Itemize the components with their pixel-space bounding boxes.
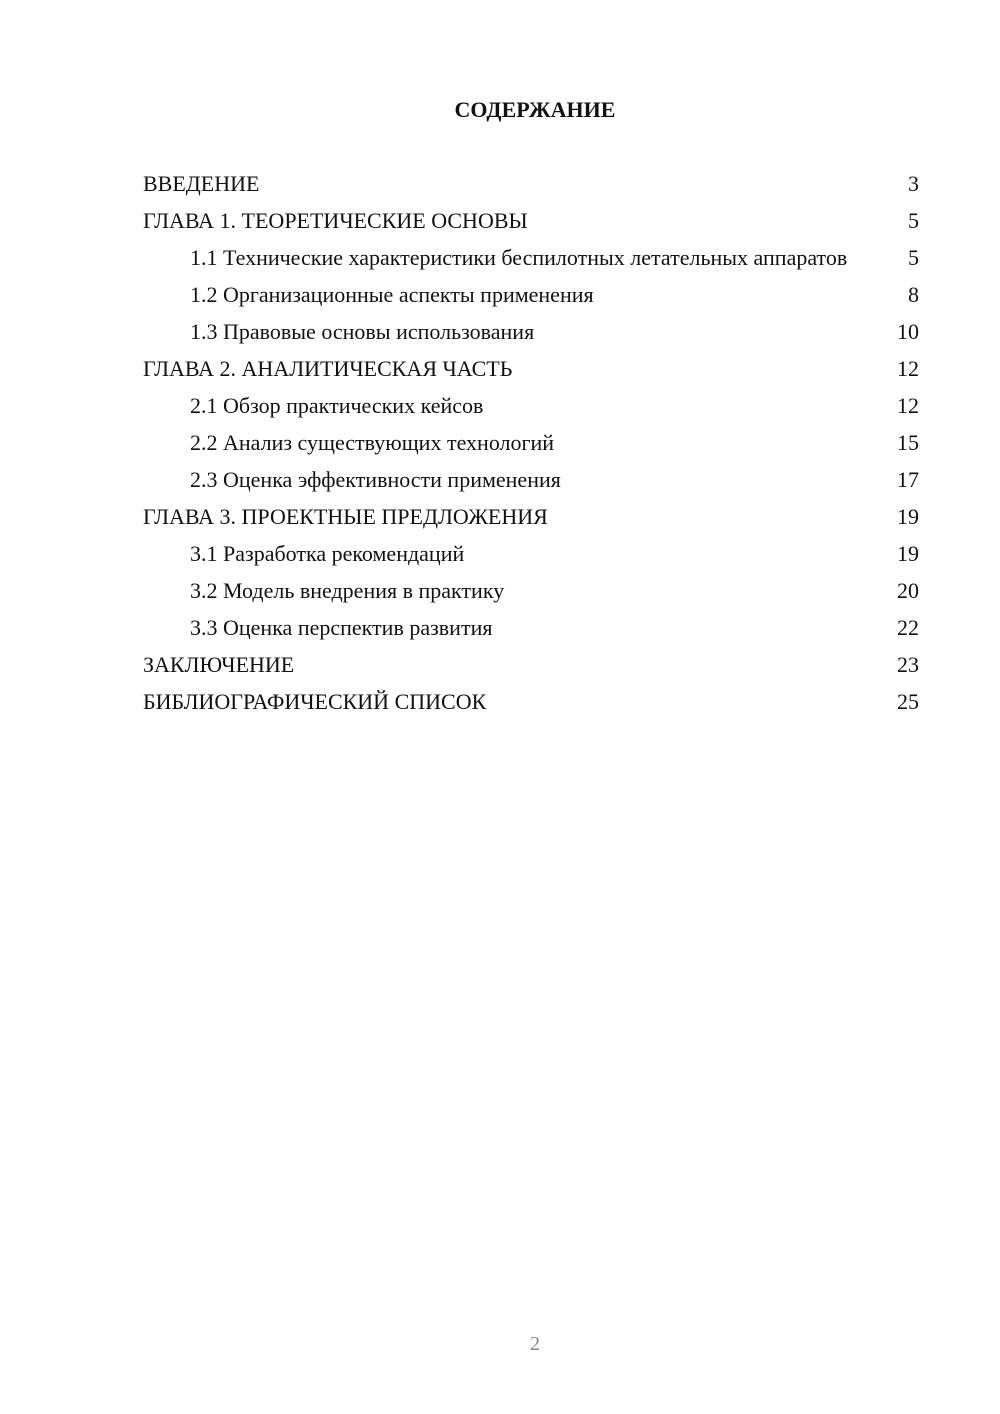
toc-entry-title: ВВЕДЕНИЕ <box>143 171 260 196</box>
toc-entry-page: 10 <box>897 319 919 344</box>
toc-entry-title: 3.3 Оценка перспектив развития <box>190 615 493 640</box>
toc-entry-title: 2.3 Оценка эффективности применения <box>190 467 561 492</box>
toc-entry-page: 12 <box>897 356 919 381</box>
toc-entry-title: ГЛАВА 2. АНАЛИТИЧЕСКАЯ ЧАСТЬ <box>143 356 513 381</box>
toc-entry-title: 1.3 Правовые основы использования <box>190 319 535 344</box>
toc-entry[interactable] <box>143 503 919 530</box>
toc-entry-page: 20 <box>897 578 919 603</box>
toc-entry[interactable] <box>143 355 919 382</box>
toc-entry-page: 19 <box>897 541 919 566</box>
toc-entry-page: 23 <box>897 652 919 677</box>
toc-entry-title: 3.1 Разработка рекомендаций <box>190 541 465 566</box>
toc-entry[interactable] <box>143 207 919 234</box>
toc-entry-page: 12 <box>897 393 919 418</box>
toc-entry-page: 25 <box>897 689 919 714</box>
toc-entry-title: 1.1 Технические характеристики беспилотных летательных аппаратов <box>190 245 848 270</box>
toc-entry-title: 2.2 Анализ существующих технологий <box>190 430 555 455</box>
toc-entry-page: 5 <box>908 245 919 270</box>
toc-subentry[interactable] <box>143 392 919 419</box>
toc-entry-page: 5 <box>908 208 919 233</box>
page-number: 2 <box>530 1333 540 1355</box>
toc-entry[interactable] <box>143 688 919 715</box>
toc-entry-title: 1.2 Организационные аспекты применения <box>190 282 594 307</box>
table-of-contents <box>143 170 919 725</box>
toc-subentry[interactable] <box>143 540 919 567</box>
toc-entry-page: 19 <box>897 504 919 529</box>
toc-subentry[interactable] <box>143 466 919 493</box>
toc-entry[interactable] <box>143 651 919 678</box>
toc-entry-page: 3 <box>908 171 919 196</box>
toc-entry-page: 17 <box>897 467 919 492</box>
toc-entry-title: 3.2 Модель внедрения в практику <box>190 578 505 603</box>
toc-subentry[interactable] <box>143 429 919 456</box>
toc-subentry[interactable] <box>143 244 919 271</box>
toc-entry-title: ГЛАВА 3. ПРОЕКТНЫЕ ПРЕДЛОЖЕНИЯ <box>143 504 548 529</box>
toc-entry-title: 2.1 Обзор практических кейсов <box>190 393 484 418</box>
toc-entry-page: 15 <box>897 430 919 455</box>
toc-entry[interactable] <box>143 170 919 197</box>
toc-subentry[interactable] <box>143 281 919 308</box>
page-title: СОДЕРЖАНИЕ <box>454 97 616 122</box>
toc-subentry[interactable] <box>143 614 919 641</box>
toc-entry-title: ГЛАВА 1. ТЕОРЕТИЧЕСКИЕ ОСНОВЫ <box>143 208 528 233</box>
toc-subentry[interactable] <box>143 577 919 604</box>
toc-entry-page: 22 <box>897 615 919 640</box>
toc-entry-title: ЗАКЛЮЧЕНИЕ <box>143 652 295 677</box>
toc-entry-page: 8 <box>908 282 919 307</box>
toc-subentry[interactable] <box>143 318 919 345</box>
toc-entry-title: БИБЛИОГРАФИЧЕСКИЙ СПИСОК <box>143 689 487 714</box>
